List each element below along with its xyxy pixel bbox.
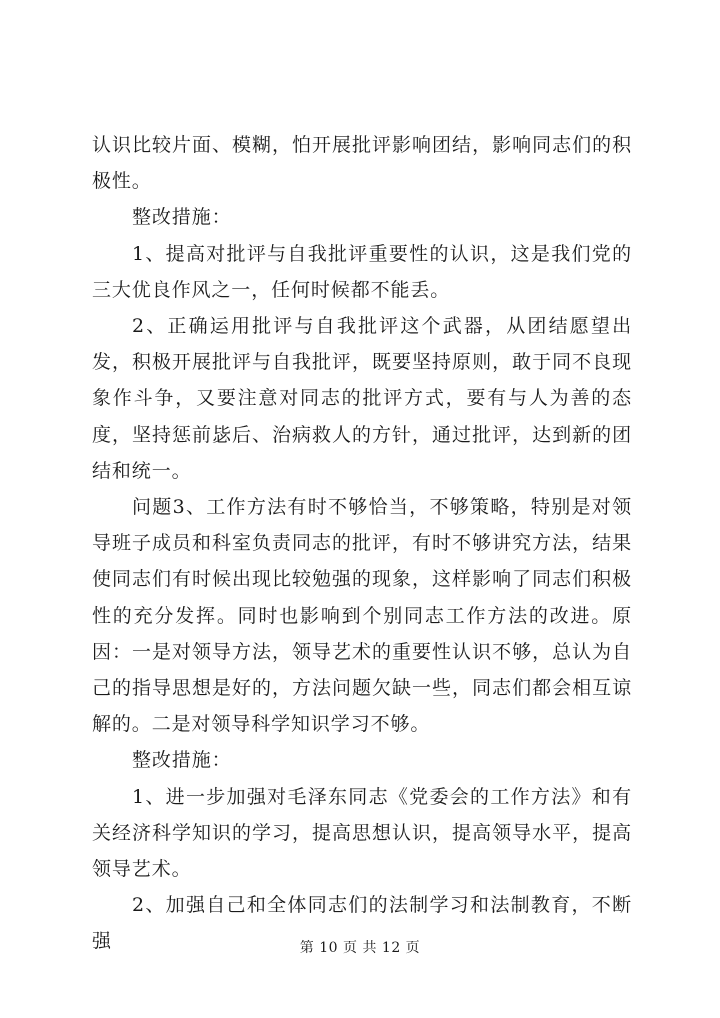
page-body [92,127,632,960]
paragraph-problem-3: 问题3、工作方法有时不够恰当，不够策略，特别是对领导班子成员和科室负责同志的批评，有时不够讲究方法，结果使同志们有时候出现比较勉强的现象，这样影响了同志们积极性的充分发挥。同时也影响到个别同志工作方法的改进。原因：一是对领导方法，领导艺术的重要性认识不够，总认为自己的指导思想是好的，方法问题欠缺一些，同志们都会相互谅解的。二是对领导科学知识学习不够。 [92,496,632,736]
paragraph-measure-2: 2、正确运用批评与自我批评这个武器，从团结愿望出发，积极开展批评与自我批评，既要坚持原则，敢于同不良现象作斗争，又要注意对同志的批评方式，要有与人为善的态度，坚持惩前毖后、治病救人的方针，通过批评，达到新的团结和统一。 [92,315,632,482]
heading-rectification-measures-2: 整改措施： [132,749,232,772]
paragraph-measure-1: 1、提高对批评与自我批评重要性的认识，这是我们党的三大优良作风之一，任何时候都不能丢。 [92,242,632,301]
paragraph-measure-2b: 2、加强自己和全体同志们的法制学习和法制教育，不断强 [92,894,632,953]
paragraph-measure-1b: 1、进一步加强对毛泽东同志《党委会的工作方法》和有关经济科学知识的学习，提高思想认识，提高领导水平，提高领导艺术。 [92,785,632,881]
paragraph-continuation: 认识比较片面、模糊，怕开展批评影响团结，影响同志们的积极性。 [92,134,632,193]
page-number-footer: 第 10 页 共 12 页 [299,940,421,956]
heading-rectification-measures: 整改措施： [132,206,232,229]
